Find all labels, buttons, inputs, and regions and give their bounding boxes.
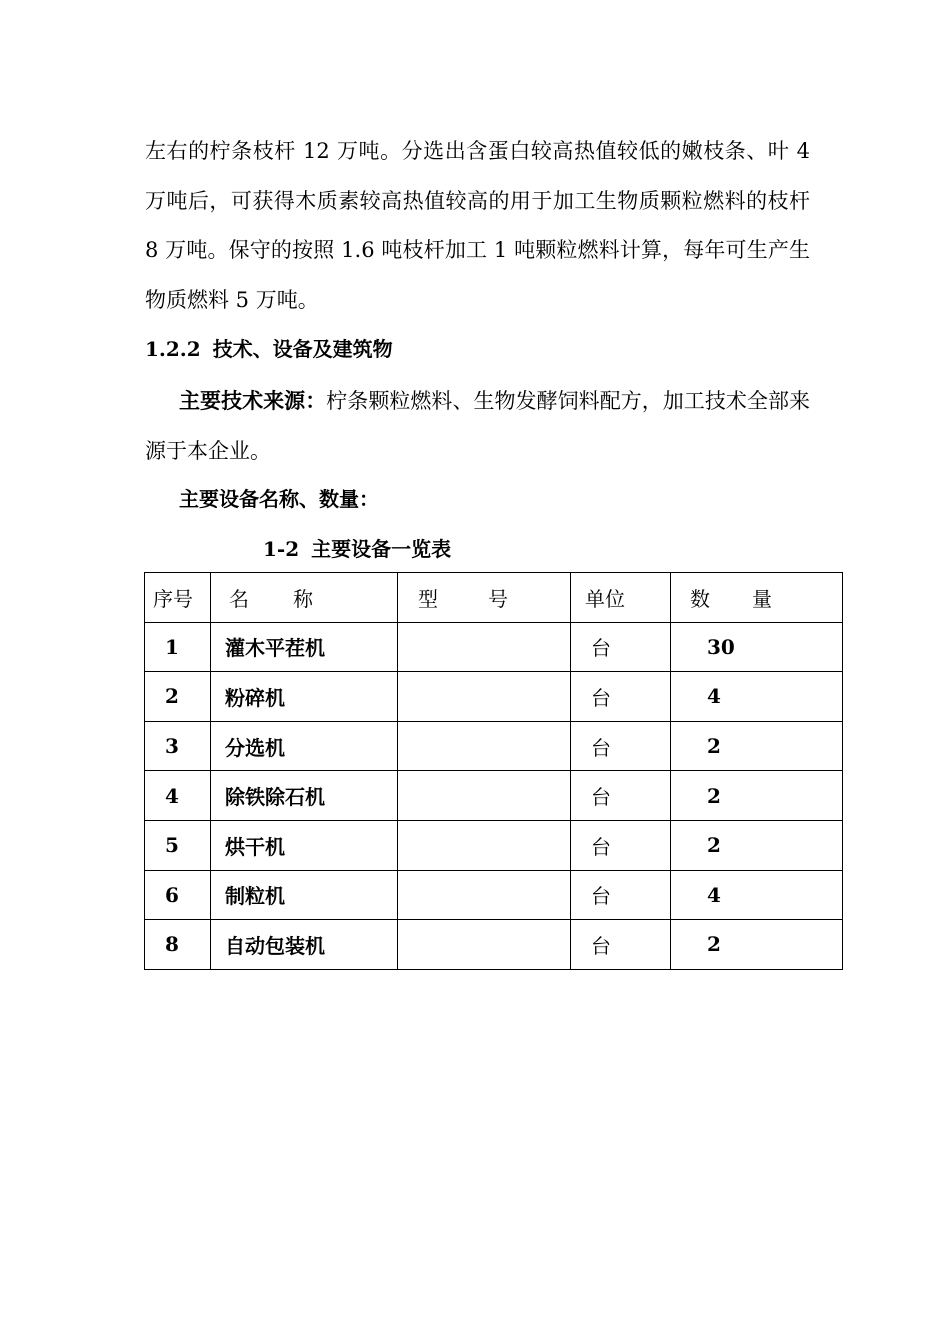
cell-index: 3: [145, 721, 211, 771]
cell-unit: 台: [571, 771, 671, 821]
table-caption-title: 主要设备一览表: [311, 537, 452, 561]
table-caption-number: 1-2: [263, 537, 300, 561]
header-model-char1: 型: [418, 586, 438, 611]
header-unit: 单位: [571, 573, 671, 623]
table-caption: [263, 534, 451, 564]
header-qty: [671, 573, 843, 623]
cell-name: 分选机: [211, 721, 398, 771]
table-row: [145, 622, 843, 672]
equipment-label: 主要设备名称、数量：: [179, 487, 379, 511]
cell-name: 粉碎机: [211, 672, 398, 722]
table-row: [145, 771, 843, 821]
cell-unit: 台: [571, 920, 671, 970]
cell-unit: 台: [571, 820, 671, 870]
cell-name: 自动包装机: [211, 920, 398, 970]
cell-name: 灌木平茬机: [211, 622, 398, 672]
header-qty-char2: 量: [752, 586, 772, 611]
cell-qty: 4: [671, 870, 843, 920]
cell-qty: 2: [671, 920, 843, 970]
cell-name: 烘干机: [211, 820, 398, 870]
table-row: [145, 672, 843, 722]
header-name-char2: 称: [293, 586, 313, 611]
section-number: 1.2.2: [145, 337, 201, 361]
cell-qty: 30: [671, 622, 843, 672]
cell-index: 4: [145, 771, 211, 821]
header-index: 序号: [145, 573, 211, 623]
cell-index: 8: [145, 920, 211, 970]
cell-unit: 台: [571, 672, 671, 722]
cell-index: 1: [145, 622, 211, 672]
table-row: [145, 870, 843, 920]
tech-source-paragraph: [145, 376, 810, 476]
section-heading: [145, 334, 393, 364]
equipment-table: [144, 572, 843, 970]
header-name: [211, 573, 398, 623]
header-name-char1: 名: [229, 586, 249, 611]
table-row: [145, 920, 843, 970]
cell-model: [398, 771, 571, 821]
body-paragraph: 左右的柠条枝杆 12 万吨。分选出含蛋白较高热值较低的嫩枝条、叶 4 万吨后，可获得木质素较高热值较高的用于加工生物质颗粒燃料的枝杆 8 万吨。保守的按照 1.6 吨枝杆加工 1 吨颗粒燃料计算，每年可生产生物质燃料 5 万吨。: [145, 139, 810, 312]
header-qty-char1: 数: [690, 586, 710, 611]
header-model-char2: 号: [488, 586, 508, 611]
cell-name: 制粒机: [211, 870, 398, 920]
cell-model: [398, 870, 571, 920]
header-model: [398, 573, 571, 623]
cell-qty: 2: [671, 721, 843, 771]
cell-qty: 2: [671, 771, 843, 821]
cell-model: [398, 672, 571, 722]
tech-source-text: 柠条颗粒燃料、生物发酵饲料配方，加工技术全部来源于本企业。: [145, 389, 811, 463]
cell-index: 2: [145, 672, 211, 722]
table-row: [145, 721, 843, 771]
cell-model: [398, 920, 571, 970]
cell-unit: 台: [571, 870, 671, 920]
table-row: [145, 820, 843, 870]
cell-unit: 台: [571, 721, 671, 771]
cell-model: [398, 721, 571, 771]
table-header-row: [145, 573, 843, 623]
cell-qty: 2: [671, 820, 843, 870]
cell-name: 除铁除石机: [211, 771, 398, 821]
section-title: 技术、设备及建筑物: [212, 337, 393, 361]
cell-index: 6: [145, 870, 211, 920]
cell-model: [398, 622, 571, 672]
cell-unit: 台: [571, 622, 671, 672]
cell-index: 5: [145, 820, 211, 870]
tech-source-label: 主要技术来源：: [179, 388, 327, 413]
cell-qty: 4: [671, 672, 843, 722]
cell-model: [398, 820, 571, 870]
